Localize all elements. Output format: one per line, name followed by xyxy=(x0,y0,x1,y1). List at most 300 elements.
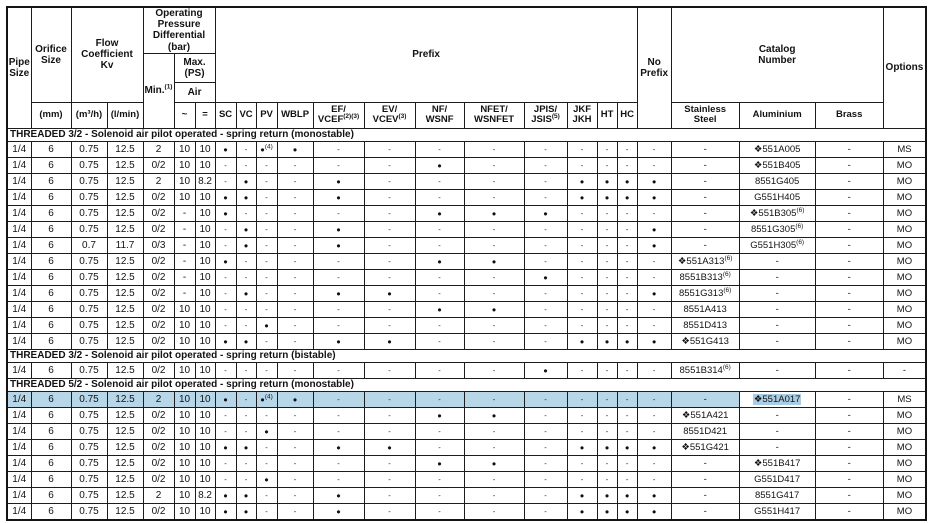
availability-mark-cell: - xyxy=(236,317,256,333)
col-header-min: Min.$^{(1)}$ xyxy=(143,53,174,128)
options-cell: MO xyxy=(883,269,926,285)
availability-mark-cell: - xyxy=(597,157,617,173)
selected-text: ❖551A017 xyxy=(753,393,801,405)
availability-mark-cell: ● xyxy=(617,333,637,349)
col-header-prefix-wblp: WBLP xyxy=(277,102,313,128)
section-header-row xyxy=(7,349,926,362)
catalog-number-cell: 8551D421 xyxy=(671,423,739,439)
value-cell: 1/4 xyxy=(7,487,31,503)
value-cell: 6 xyxy=(31,285,71,301)
value-cell: 0/2 xyxy=(143,221,174,237)
availability-mark-cell: - xyxy=(277,487,313,503)
availability-mark-cell: ● xyxy=(256,423,277,439)
catalog-number-cell: - xyxy=(815,503,883,520)
value-cell: 10 xyxy=(174,157,195,173)
value-cell: 0.75 xyxy=(71,333,107,349)
catalog-number-cell: - xyxy=(815,189,883,205)
availability-mark-cell: - xyxy=(215,285,236,301)
availability-mark-cell: ● xyxy=(256,471,277,487)
table-row xyxy=(7,439,926,455)
value-cell: 10 xyxy=(195,157,215,173)
availability-mark-cell: ● xyxy=(464,253,524,269)
availability-mark-cell: ● xyxy=(617,439,637,455)
availability-mark-cell: - xyxy=(277,455,313,471)
availability-mark-cell: - xyxy=(256,173,277,189)
value-cell: 6 xyxy=(31,317,71,333)
availability-mark-cell: - xyxy=(597,221,617,237)
value-cell: 6 xyxy=(31,471,71,487)
catalog-number-cell: - xyxy=(815,301,883,317)
availability-mark-cell: - xyxy=(277,362,313,378)
availability-mark-cell: - xyxy=(597,391,617,407)
value-cell: 10 xyxy=(174,189,195,205)
value-cell: 10 xyxy=(195,455,215,471)
value-cell: 0/2 xyxy=(143,269,174,285)
availability-mark-cell: - xyxy=(277,173,313,189)
availability-mark-cell: ● xyxy=(415,301,464,317)
col-header-catalog-number: Catalog Number xyxy=(671,7,883,102)
value-cell: 10 xyxy=(174,391,195,407)
availability-mark-cell: ● xyxy=(637,439,671,455)
availability-mark-cell: - xyxy=(617,237,637,253)
spec-table xyxy=(6,6,927,521)
availability-mark-cell: ● xyxy=(464,301,524,317)
value-cell: 12.5 xyxy=(107,157,143,173)
table-row xyxy=(7,189,926,205)
value-cell: 1/4 xyxy=(7,141,31,157)
availability-mark-cell: - xyxy=(637,455,671,471)
value-cell: 12.5 xyxy=(107,141,143,157)
availability-mark-cell: ● xyxy=(215,189,236,205)
availability-mark-cell: - xyxy=(215,455,236,471)
availability-mark-cell: - xyxy=(215,362,236,378)
availability-mark-cell: - xyxy=(277,407,313,423)
availability-mark-cell: - xyxy=(524,391,567,407)
value-cell: 6 xyxy=(31,407,71,423)
col-header-material-brass: Brass xyxy=(815,102,883,128)
availability-mark-cell: ● xyxy=(415,455,464,471)
value-cell: 2 xyxy=(143,173,174,189)
value-cell: 12.5 xyxy=(107,205,143,221)
value-cell: 0.75 xyxy=(71,455,107,471)
catalog-number-cell: 8551G405 xyxy=(739,173,815,189)
value-cell: 0/2 xyxy=(143,333,174,349)
availability-mark-cell: - xyxy=(313,253,364,269)
value-cell: - xyxy=(174,253,195,269)
availability-mark-cell: - xyxy=(464,487,524,503)
availability-mark-cell: - xyxy=(236,362,256,378)
value-cell: 6 xyxy=(31,423,71,439)
value-cell: 12.5 xyxy=(107,503,143,520)
availability-mark-cell: ● xyxy=(313,439,364,455)
availability-mark-cell: - xyxy=(277,157,313,173)
table-body xyxy=(7,128,926,520)
value-cell: 0/2 xyxy=(143,455,174,471)
catalog-number-cell: G551H417 xyxy=(739,503,815,520)
value-cell: 0/2 xyxy=(143,253,174,269)
catalog-number-cell: ❖551B417 xyxy=(739,455,815,471)
availability-mark-cell: - xyxy=(464,141,524,157)
availability-mark-cell: ● xyxy=(464,407,524,423)
value-cell: 0/2 xyxy=(143,189,174,205)
availability-mark-cell: ● xyxy=(215,439,236,455)
availability-mark-cell: - xyxy=(567,362,597,378)
value-cell: 0/2 xyxy=(143,439,174,455)
value-cell: 12.5 xyxy=(107,173,143,189)
col-header-prefix: Prefix xyxy=(215,7,637,102)
value-cell: 10 xyxy=(195,439,215,455)
availability-mark-cell: - xyxy=(415,487,464,503)
availability-mark-cell: - xyxy=(415,317,464,333)
catalog-number-cell: ❖551G413 xyxy=(671,333,739,349)
options-cell: MO xyxy=(883,439,926,455)
col-header-air: Air xyxy=(174,82,215,102)
value-cell: 10 xyxy=(174,503,195,520)
availability-mark-cell: ● xyxy=(215,391,236,407)
value-cell: 10 xyxy=(195,423,215,439)
options-cell: MO xyxy=(883,333,926,349)
availability-mark-cell: - xyxy=(415,423,464,439)
value-cell: 10 xyxy=(195,285,215,301)
value-cell: 12.5 xyxy=(107,391,143,407)
availability-mark-cell: ● xyxy=(364,285,415,301)
value-cell: - xyxy=(174,285,195,301)
availability-mark-cell: ● xyxy=(567,173,597,189)
availability-mark-cell: - xyxy=(617,285,637,301)
availability-mark-cell: - xyxy=(415,237,464,253)
availability-mark-cell: - xyxy=(464,221,524,237)
availability-mark-cell: - xyxy=(637,391,671,407)
value-cell: 10 xyxy=(174,439,195,455)
table-row xyxy=(7,362,926,378)
availability-mark-cell: ● xyxy=(617,503,637,520)
availability-mark-cell: - xyxy=(277,269,313,285)
value-cell: 12.5 xyxy=(107,423,143,439)
availability-mark-cell: - xyxy=(637,471,671,487)
availability-mark-cell: - xyxy=(364,221,415,237)
availability-mark-cell: - xyxy=(256,253,277,269)
availability-mark-cell: ● xyxy=(313,487,364,503)
options-cell: MO xyxy=(883,285,926,301)
availability-mark-cell: - xyxy=(567,407,597,423)
availability-mark-cell: - xyxy=(256,455,277,471)
value-cell: 0/2 xyxy=(143,205,174,221)
availability-mark-cell: - xyxy=(464,471,524,487)
value-cell: 0.75 xyxy=(71,173,107,189)
availability-mark-cell: - xyxy=(567,237,597,253)
availability-mark-cell: - xyxy=(597,269,617,285)
value-cell: 10 xyxy=(195,221,215,237)
availability-mark-cell: - xyxy=(277,333,313,349)
catalog-number-cell: ❖551G421 xyxy=(671,439,739,455)
col-header-prefix-ef-vcef: EF/ $VCEF^{(2)(3)}$ xyxy=(313,102,364,128)
col-header-prefix-nfet-wsnfet: NFET/ WSNFET xyxy=(464,102,524,128)
availability-mark-cell: - xyxy=(256,221,277,237)
availability-mark-cell: - xyxy=(415,189,464,205)
availability-mark-cell: ● xyxy=(597,487,617,503)
availability-mark-cell: ● xyxy=(464,455,524,471)
value-cell: 6 xyxy=(31,362,71,378)
availability-mark-cell: - xyxy=(364,455,415,471)
availability-mark-cell: - xyxy=(215,317,236,333)
availability-mark-cell: - xyxy=(364,253,415,269)
section-title: THREADED 5/2 - Solenoid air pilot operated - spring return (monostable) xyxy=(7,378,926,391)
value-cell: 6 xyxy=(31,455,71,471)
availability-mark-cell: - xyxy=(364,269,415,285)
availability-mark-cell: - xyxy=(364,391,415,407)
value-cell: 1/4 xyxy=(7,333,31,349)
availability-mark-cell: ● xyxy=(313,237,364,253)
availability-mark-cell: - xyxy=(567,285,597,301)
col-header-ac-symbol: ~ xyxy=(174,102,195,128)
availability-mark-cell: ● xyxy=(524,362,567,378)
col-header-unit-m3h: (m³/h) xyxy=(71,102,107,128)
options-cell: MO xyxy=(883,487,926,503)
availability-mark-cell: ● xyxy=(597,333,617,349)
catalog-number-cell: 8551A413 xyxy=(671,301,739,317)
availability-mark-cell: - xyxy=(313,407,364,423)
value-cell: 6 xyxy=(31,221,71,237)
availability-mark-cell: - xyxy=(277,189,313,205)
col-header-dc-symbol: = xyxy=(195,102,215,128)
value-cell: 0/2 xyxy=(143,503,174,520)
availability-mark-cell: ● xyxy=(215,253,236,269)
value-cell: 10 xyxy=(195,362,215,378)
availability-mark-cell: - xyxy=(524,301,567,317)
availability-mark-cell: - xyxy=(277,221,313,237)
catalog-number-cell: - xyxy=(815,237,883,253)
table-row xyxy=(7,141,926,157)
value-cell: 12.5 xyxy=(107,285,143,301)
section-title: THREADED 3/2 - Solenoid air pilot operated - spring return (monostable) xyxy=(7,128,926,141)
table-row xyxy=(7,487,926,503)
availability-mark-cell: - xyxy=(567,269,597,285)
availability-mark-cell: - xyxy=(236,407,256,423)
value-cell: 1/4 xyxy=(7,439,31,455)
availability-mark-cell: ● xyxy=(524,205,567,221)
value-cell: 10 xyxy=(174,333,195,349)
availability-mark-cell: - xyxy=(256,487,277,503)
availability-mark-cell: - xyxy=(567,221,597,237)
value-cell: 10 xyxy=(174,141,195,157)
availability-mark-cell: - xyxy=(597,317,617,333)
availability-mark-cell: - xyxy=(464,189,524,205)
value-cell: 6 xyxy=(31,253,71,269)
availability-mark-cell: ● xyxy=(236,439,256,455)
availability-mark-cell: - xyxy=(277,439,313,455)
availability-mark-cell: - xyxy=(215,301,236,317)
availability-mark-cell: ● xyxy=(637,333,671,349)
value-cell: 10 xyxy=(195,503,215,520)
col-header-operating-pressure: Operating Pressure Differential (bar) xyxy=(143,7,215,53)
availability-mark-cell: - xyxy=(524,439,567,455)
value-cell: 1/4 xyxy=(7,391,31,407)
availability-mark-cell: - xyxy=(637,301,671,317)
col-header-prefix-sc: SC xyxy=(215,102,236,128)
availability-mark-cell: - xyxy=(524,173,567,189)
availability-mark-cell: - xyxy=(464,391,524,407)
availability-mark-cell: - xyxy=(415,333,464,349)
availability-mark-cell: - xyxy=(524,471,567,487)
value-cell: 0/2 xyxy=(143,471,174,487)
availability-mark-cell: - xyxy=(313,455,364,471)
value-cell: 6 xyxy=(31,141,71,157)
catalog-number-cell: - xyxy=(671,471,739,487)
value-cell: 6 xyxy=(31,173,71,189)
value-cell: 10 xyxy=(174,317,195,333)
availability-mark-cell: ● xyxy=(597,503,617,520)
value-cell: - xyxy=(174,269,195,285)
catalog-number-cell: - xyxy=(815,157,883,173)
catalog-number-cell: ❖551A005 xyxy=(739,141,815,157)
availability-mark-cell: ● xyxy=(277,141,313,157)
availability-mark-cell: - xyxy=(597,362,617,378)
availability-mark-cell: - xyxy=(617,407,637,423)
col-header-prefix-jkf-jkh: JKF JKH xyxy=(567,102,597,128)
value-cell: 10 xyxy=(195,141,215,157)
catalog-number-cell: - xyxy=(815,423,883,439)
table-row xyxy=(7,221,926,237)
value-cell: 12.5 xyxy=(107,221,143,237)
col-header-unit-mm: (mm) xyxy=(31,102,71,128)
availability-mark-cell: - xyxy=(637,269,671,285)
value-cell: 0.75 xyxy=(71,391,107,407)
availability-mark-cell: - xyxy=(277,205,313,221)
availability-mark-cell: ●$^{(4)}$ xyxy=(256,141,277,157)
col-header-prefix-nf-wsnf: NF/ WSNF xyxy=(415,102,464,128)
availability-mark-cell: - xyxy=(215,221,236,237)
catalog-number-cell: - xyxy=(739,301,815,317)
availability-mark-cell: - xyxy=(524,503,567,520)
availability-mark-cell: - xyxy=(637,157,671,173)
value-cell: 0.75 xyxy=(71,269,107,285)
value-cell: - xyxy=(174,237,195,253)
value-cell: 10 xyxy=(174,471,195,487)
options-cell: MO xyxy=(883,407,926,423)
value-cell: 1/4 xyxy=(7,285,31,301)
value-cell: 10 xyxy=(174,487,195,503)
availability-mark-cell: ● xyxy=(236,487,256,503)
value-cell: 0.75 xyxy=(71,362,107,378)
availability-mark-cell: - xyxy=(313,157,364,173)
availability-mark-cell: - xyxy=(597,237,617,253)
col-header-prefix-jpis-jsis: JPIS/ JSIS$^{(5)}$ xyxy=(524,102,567,128)
availability-mark-cell: - xyxy=(617,391,637,407)
value-cell: 1/4 xyxy=(7,362,31,378)
table-row xyxy=(7,205,926,221)
availability-mark-cell: - xyxy=(256,439,277,455)
catalog-number-cell: 8551G417 xyxy=(739,487,815,503)
availability-mark-cell: - xyxy=(567,141,597,157)
value-cell: 6 xyxy=(31,301,71,317)
col-header-unit-lmin: (l/min) xyxy=(107,102,143,128)
value-cell: 0.75 xyxy=(71,503,107,520)
catalog-number-cell: - xyxy=(739,407,815,423)
value-cell: 0.75 xyxy=(71,317,107,333)
value-cell: 0.75 xyxy=(71,487,107,503)
catalog-number-cell: - xyxy=(671,237,739,253)
availability-mark-cell: ● xyxy=(215,503,236,520)
availability-mark-cell: ● xyxy=(256,317,277,333)
value-cell: 0.75 xyxy=(71,439,107,455)
availability-mark-cell: - xyxy=(524,253,567,269)
catalog-number-cell: - xyxy=(815,439,883,455)
availability-mark-cell: - xyxy=(637,423,671,439)
value-cell: 12.5 xyxy=(107,317,143,333)
availability-mark-cell: - xyxy=(364,487,415,503)
catalog-number-cell: - xyxy=(739,333,815,349)
availability-mark-cell: - xyxy=(567,471,597,487)
value-cell: 1/4 xyxy=(7,157,31,173)
availability-mark-cell: - xyxy=(567,455,597,471)
value-cell: 0.75 xyxy=(71,471,107,487)
options-cell: MO xyxy=(883,173,926,189)
availability-mark-cell: - xyxy=(524,333,567,349)
availability-mark-cell: - xyxy=(524,407,567,423)
availability-mark-cell: - xyxy=(313,391,364,407)
value-cell: 10 xyxy=(195,471,215,487)
catalog-number-cell: - xyxy=(739,285,815,301)
value-cell: 10 xyxy=(195,269,215,285)
availability-mark-cell: - xyxy=(567,301,597,317)
availability-mark-cell: - xyxy=(617,317,637,333)
availability-mark-cell: ● xyxy=(415,205,464,221)
availability-mark-cell: ● xyxy=(236,237,256,253)
availability-mark-cell: - xyxy=(364,189,415,205)
availability-mark-cell: ● xyxy=(617,487,637,503)
availability-mark-cell: - xyxy=(313,362,364,378)
availability-mark-cell: - xyxy=(637,407,671,423)
availability-mark-cell: - xyxy=(415,362,464,378)
value-cell: 1/4 xyxy=(7,253,31,269)
value-cell: 0.75 xyxy=(71,285,107,301)
value-cell: 12.5 xyxy=(107,487,143,503)
availability-mark-cell: - xyxy=(415,141,464,157)
catalog-number-cell: G551H405 xyxy=(739,189,815,205)
availability-mark-cell: - xyxy=(637,362,671,378)
availability-mark-cell: - xyxy=(617,253,637,269)
table-header xyxy=(7,7,926,128)
availability-mark-cell: - xyxy=(597,253,617,269)
availability-mark-cell: - xyxy=(415,471,464,487)
section-header-row xyxy=(7,128,926,141)
availability-mark-cell: ● xyxy=(617,173,637,189)
catalog-number-cell: - xyxy=(671,391,739,407)
availability-mark-cell: - xyxy=(464,285,524,301)
value-cell: 12.5 xyxy=(107,301,143,317)
availability-mark-cell: - xyxy=(617,221,637,237)
availability-mark-cell: - xyxy=(215,269,236,285)
availability-mark-cell: - xyxy=(464,173,524,189)
value-cell: 10 xyxy=(174,362,195,378)
catalog-number-cell: - xyxy=(671,455,739,471)
options-cell: MS xyxy=(883,391,926,407)
value-cell: 8.2 xyxy=(195,487,215,503)
table-row xyxy=(7,317,926,333)
value-cell: 10 xyxy=(174,173,195,189)
availability-mark-cell: - xyxy=(215,157,236,173)
availability-mark-cell: - xyxy=(236,423,256,439)
value-cell: 12.5 xyxy=(107,471,143,487)
availability-mark-cell: - xyxy=(524,487,567,503)
availability-mark-cell: - xyxy=(277,253,313,269)
availability-mark-cell: - xyxy=(637,141,671,157)
value-cell: 0.75 xyxy=(71,205,107,221)
availability-mark-cell: - xyxy=(364,407,415,423)
availability-mark-cell: - xyxy=(364,141,415,157)
value-cell: 1/4 xyxy=(7,317,31,333)
availability-mark-cell: ● xyxy=(236,189,256,205)
